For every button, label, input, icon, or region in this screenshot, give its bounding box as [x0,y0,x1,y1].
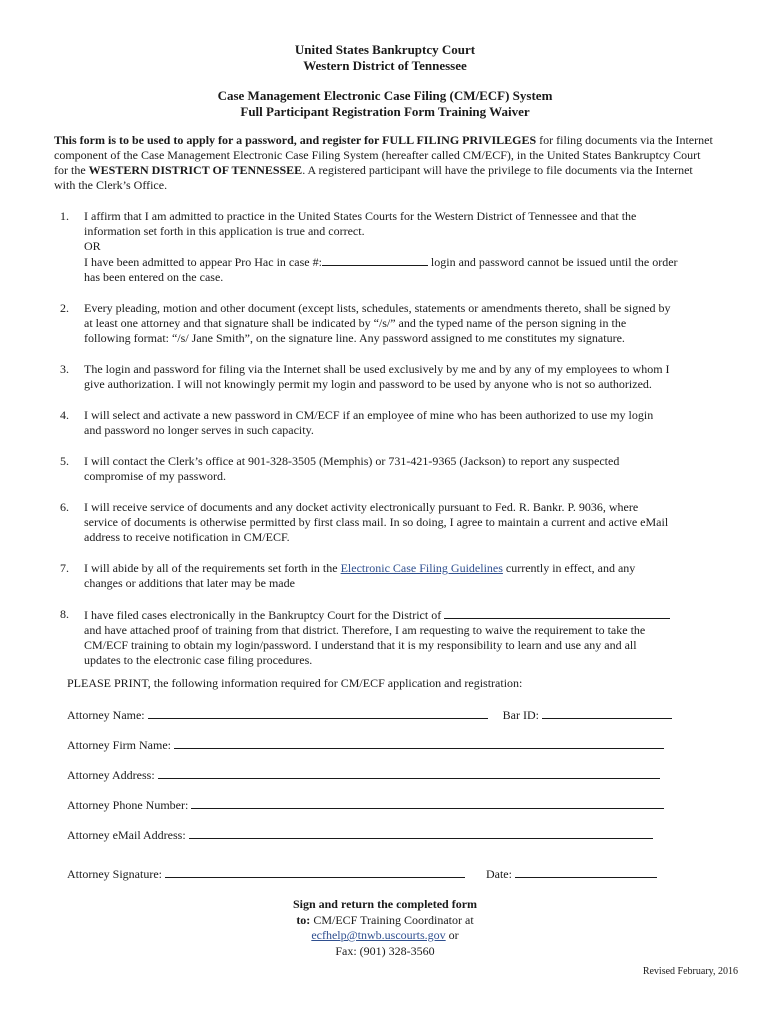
pro-hac-note: login and password cannot be issued until the order [427,255,678,269]
guidelines-post: currently in effect, and any [502,561,636,575]
firm-name-row [67,737,664,753]
list-item [54,408,714,438]
court-name: United States Bankruptcy Court [294,42,476,57]
guidelines-link[interactable]: Electronic Case Filing Guidelines [340,561,503,575]
date-label: Date: [485,867,512,881]
item-number: 5. [60,454,69,468]
signature-field[interactable] [165,866,465,878]
signature-row [67,866,657,882]
case-number-field[interactable] [322,254,428,266]
address-label: Attorney Address: [67,768,155,782]
to-label: to: [296,913,311,927]
address-row [67,767,660,783]
phone-field[interactable] [191,797,664,809]
date-field[interactable] [515,866,657,878]
district-label: I have filed cases electronically in the Bankruptcy Court for the District of [84,608,445,622]
print-instructions: PLEASE PRINT, the following information required for CM/ECF application and registration: [67,676,523,690]
item-text [84,607,714,623]
phone-label: Attorney Phone Number: [67,798,189,812]
district-name: Western District of Tennessee [303,58,467,73]
affirmation-list [54,209,714,668]
item-text: following format: “/s/ Jane Smith”, on the signature line. Any password assigned to me constitutes my signature. [84,331,625,345]
item-text: CM/ECF training to obtain my login/password. I understand that it is my responsibility to learn and use any and all [84,638,637,652]
intro-paragraph [54,133,714,193]
item-text: address to receive notification in CM/ECF. [84,530,290,544]
pro-hac-label: I have been admitted to appear Pro Hac in case #: [84,255,322,269]
email-field[interactable] [189,827,653,839]
email-label: Attorney eMail Address: [67,828,186,842]
address-field[interactable] [158,767,660,779]
item-text: changes or additions that later may be made [84,576,295,590]
attorney-name-field[interactable] [148,707,488,719]
item-text: Every pleading, motion and other document (except lists, schedules, statements or amendments thereto, shall be signed by [84,301,671,315]
item-number: 2. [60,301,69,315]
item-text: I will receive service of documents and any docket activity electronically pursuant to Fed. R. Bankr. P. 9036, where [84,500,639,514]
firm-name-label: Attorney Firm Name: [67,738,171,752]
item-number: 4. [60,408,69,422]
list-item [54,607,714,668]
or-text: or [445,928,459,942]
firm-name-field[interactable] [174,737,664,749]
item-text: I affirm that I am admitted to practice in the United States Courts for the Western District of Tennessee and that the [84,209,637,223]
system-name: Case Management Electronic Case Filing (CM/ECF) System [217,88,553,103]
attorney-name-row [67,707,672,723]
signature-label: Attorney Signature: [67,867,162,881]
list-item [54,362,714,392]
bar-id-field[interactable] [542,707,672,719]
intro-lead: This form is to be used to apply for a password, and register for FULL FILING PRIVILEGES [54,133,537,147]
fax-line: Fax: (901) 328-3560 [335,944,435,958]
item-number: 1. [60,209,69,223]
item-text: The login and password for filing via the Internet shall be used exclusively by me and by any of my employees to whom I [84,362,670,376]
list-item [54,301,714,346]
item-text: and password no longer serves in such capacity. [84,423,314,437]
intro-district: WESTERN DISTRICT OF TENNESSEE [88,163,303,177]
help-email-link[interactable]: ecfhelp@tnwb.uscourts.gov [311,928,446,942]
list-item [54,454,714,484]
attorney-name-label: Attorney Name: [67,708,145,722]
item-number: 7. [60,561,69,575]
item-number: 8. [60,607,69,621]
item-text: compromise of my password. [84,469,226,483]
coordinator-text: CM/ECF Training Coordinator at [310,913,474,927]
intro-text-1: for filing documents via the Internet component of the Case Management Electronic Case Filing System (hereafter called CM/ECF), in the United States Bankruptcy Court for the [54,133,713,177]
list-item [54,500,714,545]
email-row [67,827,653,843]
item-text [84,561,714,576]
item-number: 3. [60,362,69,376]
item-number: 6. [60,500,69,514]
item-text: I will contact the Clerk’s office at 901-328-3505 (Memphis) or 731-421-9365 (Jackson) to report any suspected [84,454,620,468]
email-line [0,927,770,943]
sign-return-heading: Sign and return the completed form [292,897,478,911]
list-item [54,561,714,591]
form-title: Full Participant Registration Form Training Waiver [240,104,530,119]
item-text: give authorization. I will not knowingly permit my login and password to be used by anyone who is not so authorized. [84,377,652,391]
item-text: at least one attorney and that signature shall be indicated by “/s/” and the typed name of the person signing in the [84,316,627,330]
item-text: information set forth in this application is true and correct. [84,224,365,238]
item-text: service of documents is otherwise permitted by first class mail. In so doing, I agree to maintain a current and active eMail [84,515,669,529]
item-text: OR [84,239,101,253]
item-text: I will select and activate a new password in CM/ECF if an employee of mine who has been authorized to use my login [84,408,654,422]
revision-date: Revised February, 2016 [642,966,738,977]
guidelines-pre: I will abide by all of the requirements set forth in the [84,561,341,575]
item-text: and have attached proof of training from that district. Therefore, I am requesting to waive the requirement to take the [84,623,646,637]
item-text [84,254,714,270]
return-to-line [0,912,770,928]
item-text: has been entered on the case. [84,270,224,284]
bar-id-label: Bar ID: [502,708,539,722]
phone-row [67,797,664,813]
intro-text-2: . A registered participant will have the privilege to file documents via the Internet with the Clerk’s Office. [54,163,693,192]
list-item [54,209,714,285]
item-text: updates to the electronic case filing procedures. [84,653,313,667]
district-field[interactable] [444,607,670,619]
